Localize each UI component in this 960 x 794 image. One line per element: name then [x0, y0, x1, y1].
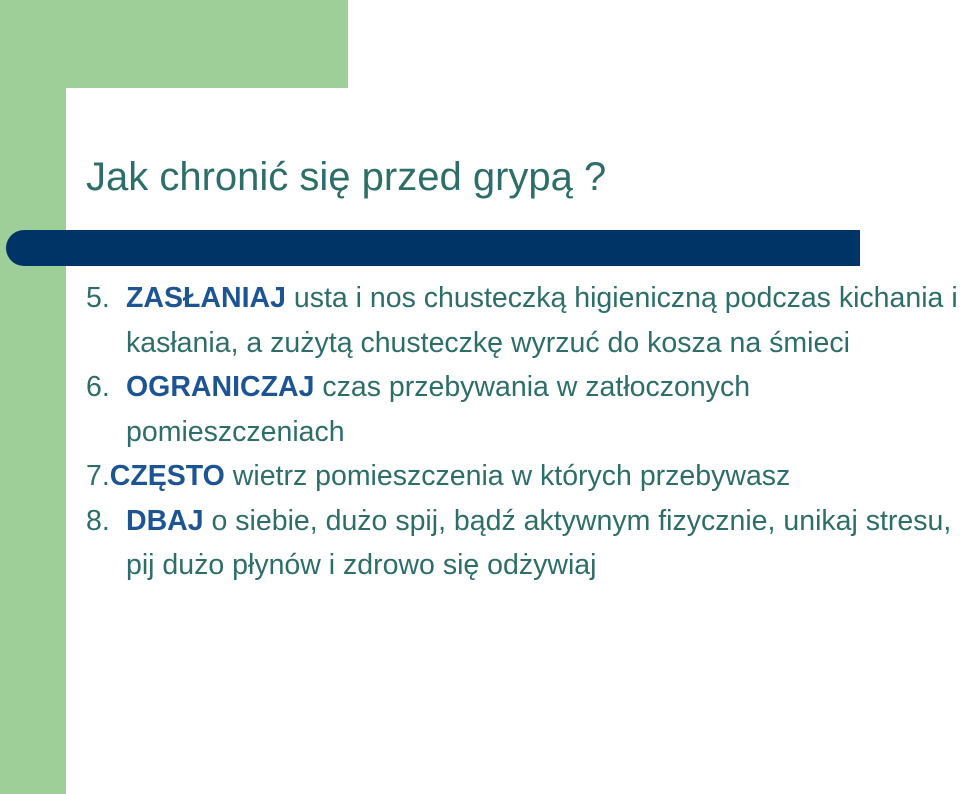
list-item-8	[86, 499, 960, 588]
item-number: 5.	[86, 282, 110, 314]
list-item-7	[86, 454, 960, 499]
item-keyword: ZASŁANIAJ	[126, 282, 286, 314]
slide-title: Jak chronić się przed grypą ?	[86, 155, 607, 199]
green-left-band	[0, 0, 66, 794]
item-body	[86, 365, 960, 454]
item-number: 6.	[86, 371, 110, 403]
title-underline-bar	[6, 230, 860, 266]
item-text: usta i nos chusteczką higieniczną podczas kichania i kasłania, a zużytą chusteczkę wyrzuć do kosza na śmieci	[126, 282, 958, 359]
item-body	[86, 276, 960, 365]
item-text: o siebie, dużo spij, bądź aktywnym fizycznie, unikaj stresu, pij dużo płynów i zdrowo się odżywiaj	[126, 504, 952, 581]
item-number: 7.	[86, 460, 110, 492]
item-text: czas przebywania w zatłoczonych pomieszczeniach	[126, 371, 751, 448]
item-text: wietrz pomieszczenia w których przebywasz	[224, 460, 791, 492]
bullet-list	[86, 276, 960, 588]
item-keyword: OGRANICZAJ	[126, 371, 315, 403]
list-item-6	[86, 365, 960, 454]
green-top-band	[0, 0, 348, 88]
item-number: 8.	[86, 504, 110, 537]
item-keyword: DBAJ	[126, 504, 204, 537]
item-keyword: CZĘSTO	[109, 460, 225, 492]
list-item-5	[86, 276, 960, 365]
item-body	[86, 499, 960, 588]
